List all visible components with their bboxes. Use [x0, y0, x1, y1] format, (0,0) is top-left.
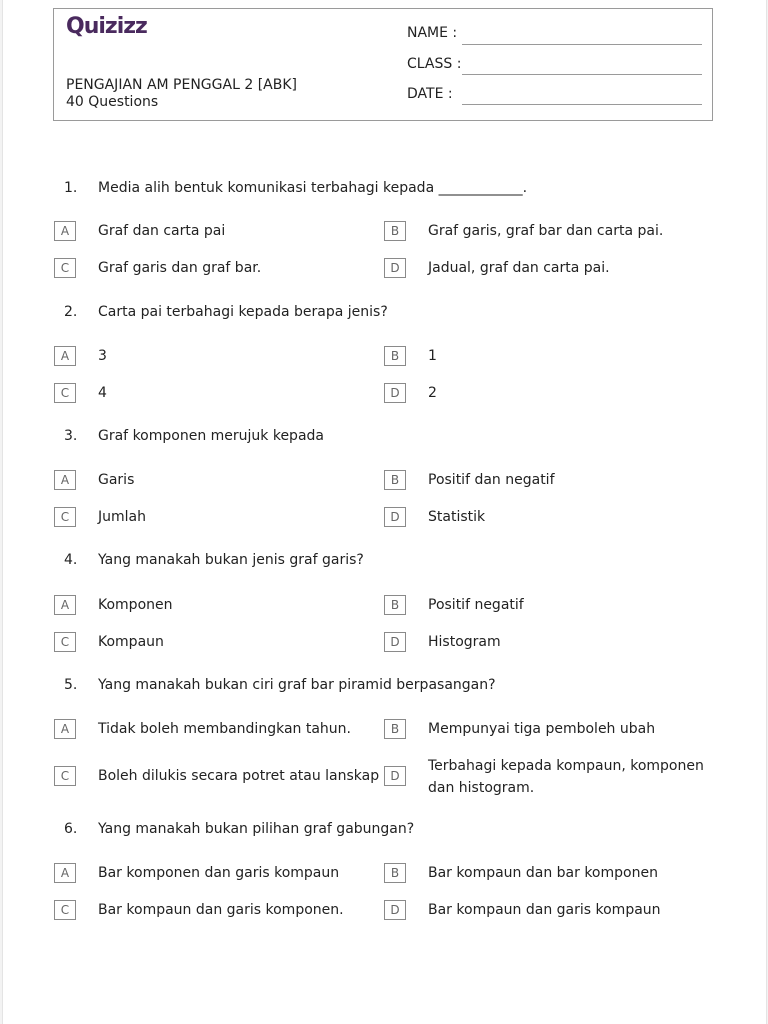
- question-number: 5.: [64, 677, 78, 693]
- option-letter[interactable]: D: [384, 632, 406, 652]
- class-label: CLASS :: [407, 56, 462, 72]
- option-letter[interactable]: A: [54, 221, 76, 241]
- option-text: Jumlah: [98, 509, 146, 525]
- question-text: Yang manakah bukan pilihan graf gabungan?: [98, 821, 415, 837]
- option-letter[interactable]: B: [384, 470, 406, 490]
- option-text: 1: [428, 348, 437, 364]
- option-letter[interactable]: D: [384, 900, 406, 920]
- option-text: 3: [98, 348, 107, 364]
- option-text: Histogram: [428, 634, 501, 650]
- name-label: NAME :: [407, 25, 458, 41]
- option-letter[interactable]: D: [384, 258, 406, 278]
- option-letter[interactable]: D: [384, 383, 406, 403]
- question-text: Graf komponen merujuk kepada: [98, 428, 324, 444]
- question-number: 4.: [64, 552, 78, 568]
- option-letter[interactable]: C: [54, 632, 76, 652]
- option-letter[interactable]: B: [384, 595, 406, 615]
- option-text: 4: [98, 385, 107, 401]
- question-count: 40 Questions: [66, 94, 159, 110]
- option-text: Garis: [98, 472, 135, 488]
- option-text: Jadual, graf dan carta pai.: [428, 260, 610, 276]
- option-text: Graf dan carta pai: [98, 223, 226, 239]
- option-text: Bar kompaun dan bar komponen: [428, 865, 658, 881]
- option-letter[interactable]: A: [54, 346, 76, 366]
- option-text: Terbahagi kepada kompaun, komponen dan histogram.: [428, 758, 704, 796]
- option-text: Kompaun: [98, 634, 164, 650]
- quizizz-logo: Quizizz: [66, 14, 147, 39]
- option-letter[interactable]: C: [54, 258, 76, 278]
- option-letter[interactable]: B: [384, 346, 406, 366]
- option-text: Komponen: [98, 597, 173, 613]
- option-text: Graf garis dan graf bar.: [98, 260, 262, 276]
- option-letter[interactable]: A: [54, 863, 76, 883]
- quiz-title: PENGAJIAN AM PENGGAL 2 [ABK]: [66, 77, 297, 93]
- option-text: Bar kompaun dan garis komponen.: [98, 902, 344, 918]
- option-letter[interactable]: A: [54, 470, 76, 490]
- option-text: Positif negatif: [428, 597, 524, 613]
- question-number: 1.: [64, 180, 78, 196]
- option-text: Boleh dilukis secara potret atau lanskap: [98, 768, 380, 784]
- option-letter[interactable]: C: [54, 507, 76, 527]
- option-text: Bar kompaun dan garis kompaun: [428, 902, 661, 918]
- option-letter[interactable]: C: [54, 383, 76, 403]
- option-text: Positif dan negatif: [428, 472, 555, 488]
- date-field[interactable]: [462, 104, 702, 105]
- option-letter[interactable]: D: [384, 507, 406, 527]
- question-number: 3.: [64, 428, 78, 444]
- question-number: 2.: [64, 304, 78, 320]
- option-letter[interactable]: A: [54, 595, 76, 615]
- question-text: Yang manakah bukan ciri graf bar piramid berpasangan?: [98, 677, 496, 693]
- option-letter[interactable]: B: [384, 863, 406, 883]
- name-field[interactable]: [462, 44, 702, 45]
- class-field[interactable]: [462, 74, 702, 75]
- option-text: Bar komponen dan garis kompaun: [98, 865, 340, 881]
- option-letter[interactable]: A: [54, 719, 76, 739]
- date-label: DATE :: [407, 86, 453, 102]
- option-letter[interactable]: B: [384, 719, 406, 739]
- option-text: Tidak boleh membandingkan tahun.: [98, 721, 351, 737]
- question-text: Yang manakah bukan jenis graf garis?: [98, 552, 364, 568]
- option-text: 2: [428, 385, 437, 401]
- option-text: Mempunyai tiga pemboleh ubah: [428, 721, 656, 737]
- option-letter[interactable]: C: [54, 766, 76, 786]
- option-letter[interactable]: B: [384, 221, 406, 241]
- option-letter[interactable]: C: [54, 900, 76, 920]
- question-number: 6.: [64, 821, 78, 837]
- question-text: Carta pai terbahagi kepada berapa jenis?: [98, 304, 388, 320]
- option-text: Graf garis, graf bar dan carta pai.: [428, 223, 664, 239]
- question-text: Media alih bentuk komunikasi terbahagi kepada ____________.: [98, 180, 528, 196]
- option-text: Statistik: [428, 509, 486, 525]
- option-letter[interactable]: D: [384, 766, 406, 786]
